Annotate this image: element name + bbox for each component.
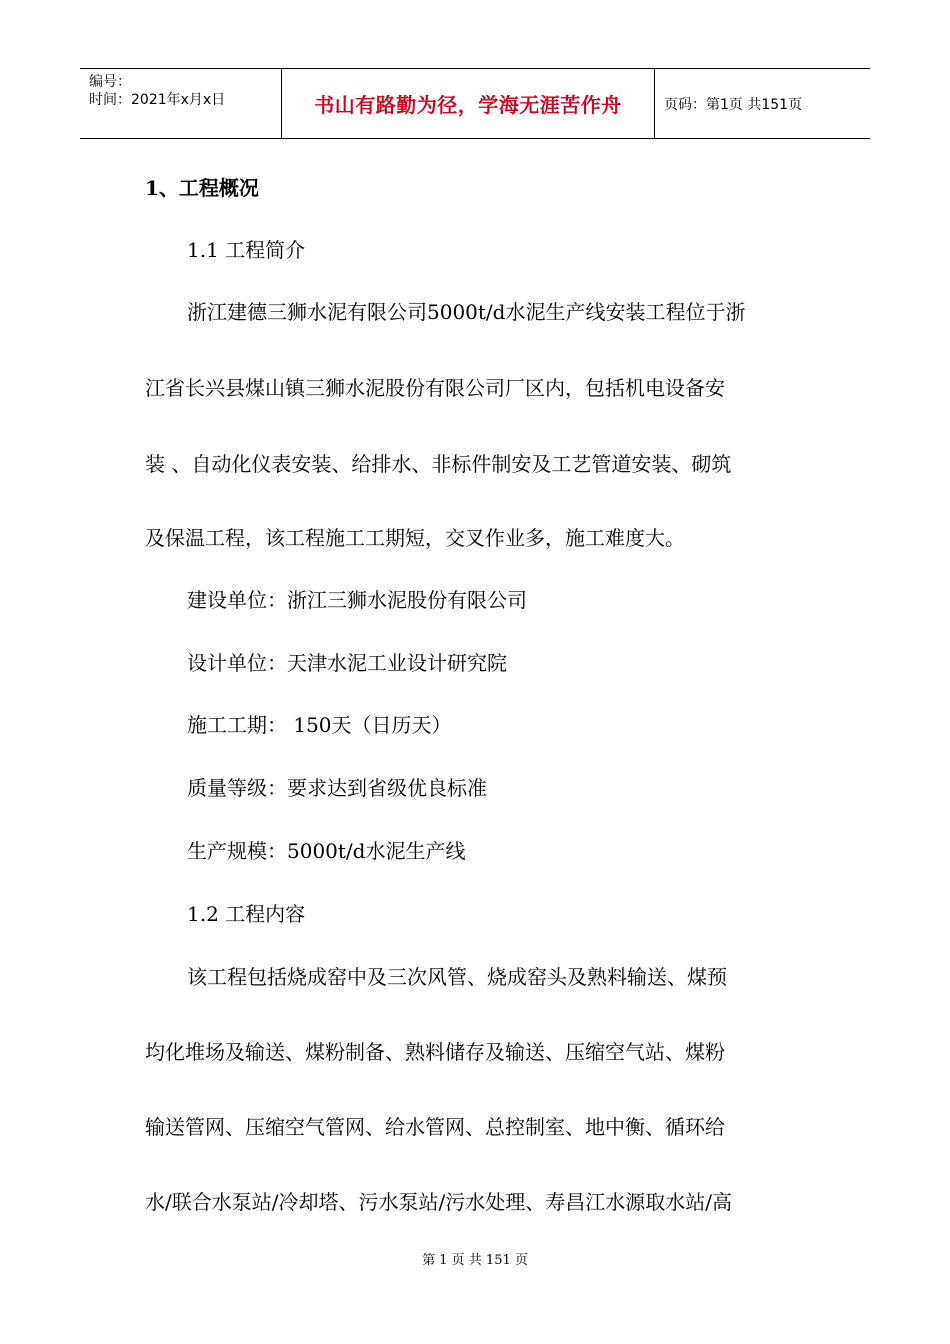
- page-header: [80, 68, 870, 139]
- paragraph-line: 该工程包括烧成窑中及三次风管、烧成窑头及熟料输送、煤预: [187, 965, 727, 989]
- paragraph-line: 均化堆场及输送、煤粉制备、熟料储存及输送、压缩空气站、煤粉: [145, 1040, 725, 1064]
- paragraph-line: 及保温工程，该工程施工工期短，交叉作业多，施工难度大。: [145, 526, 685, 550]
- paragraph-line: 水/联合水泵站/冷却塔、污水泵站/污水处理、寿昌江水源取水站/高: [145, 1190, 732, 1214]
- section-title: 1、工程概况: [145, 176, 259, 200]
- subsection-title-2: 1.2 工程内容: [187, 902, 306, 926]
- serial-label: 编号：: [89, 74, 131, 90]
- page-code: 页码：第1页 共151页: [664, 96, 803, 113]
- field-owner: 建设单位：浙江三狮水泥股份有限公司: [187, 588, 527, 612]
- paragraph-line: 装 、自动化仪表安装、给排水、非标件制安及工艺管道安装、砌筑: [145, 452, 732, 476]
- header-motto-cell: [281, 69, 655, 138]
- header-meta: [80, 69, 281, 138]
- subsection-title-1: 1.1 工程简介: [187, 238, 306, 262]
- motto: 书山有路勤为径，学海无涯苦作舟: [314, 93, 622, 117]
- paragraph-line: 江省长兴县煤山镇三狮水泥股份有限公司厂区内，包括机电设备安: [145, 376, 725, 400]
- page-footer: 第 1 页 共 151 页: [422, 1253, 528, 1268]
- paragraph-line: 输送管网、压缩空气管网、给水管网、总控制室、地中衡、循环给: [145, 1115, 725, 1139]
- header-page-code: [655, 69, 870, 138]
- field-duration: 施工工期： 150天（日历天）: [187, 713, 452, 737]
- paragraph-line: 浙江建德三狮水泥有限公司5000t/d水泥生产线安装工程位于浙: [187, 300, 746, 324]
- date-label: 时间：2021年x月x日: [89, 92, 226, 108]
- field-designer: 设计单位：天津水泥工业设计研究院: [187, 651, 507, 675]
- field-quality: 质量等级：要求达到省级优良标准: [187, 776, 487, 800]
- field-scale: 生产规模：5000t/d水泥生产线: [187, 839, 466, 863]
